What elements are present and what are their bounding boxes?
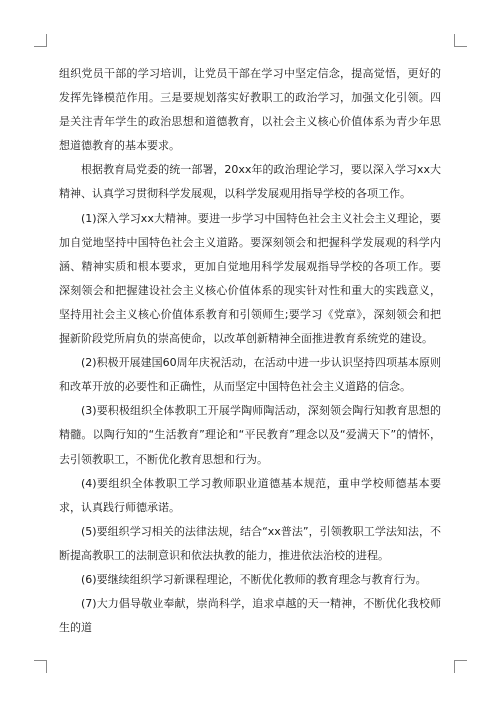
paragraph-study-plan: 根据教育局党委的统一部署，20xx年的政治理论学习，要以深入学习xx大精神、认真学习贯彻科学发展观，以科学发展观用指导学校的各项工作。 xyxy=(59,163,441,201)
paragraph-item-6: (6)要继续组织学习新课程理论，不断优化教师的教育理念与教育行为。 xyxy=(81,572,427,586)
paragraph-item-4: (4)要组织全体教职工学习教师职业道德基本规范，重申学校师德基本要求，认真践行师德承诺。 xyxy=(59,476,441,514)
paragraph-item-2: (2)积极开展建国60周年庆祝活动，在活动中进一步认识坚持四项基本原则和改革开放的必要性和正确性，从而坚定中国特色社会主义道路的信念。 xyxy=(59,356,441,394)
paragraph-item-3: (3)要积极组织全体教职工开展学陶师陶活动，深刻领会陶行知教育思想的精髓。以陶行知的“生活教育”理论和“平民教育”理念以及“爱满天下”的情怀，去引领教职工，不断优化教育思想和行为。 xyxy=(59,404,441,466)
crop-mark-bottom-left xyxy=(34,660,47,673)
paragraph-continuation: 组织党员干部的学习培训，让党员干部在学习中坚定信念，提高觉悟，更好的发挥先锋模范作用。三是要规划落实好教职工的政治学习，加强文化引领。四是关注青年学生的政治思想和道德教育，以社会主义核心价值体系为青少年思想道德教育的基本要求。 xyxy=(59,67,441,153)
crop-mark-bottom-right xyxy=(454,660,467,673)
paragraph-item-7: (7)大力倡导敬业奉献，崇尚科学，追求卓越的天一精神，不断优化我校师生的道 xyxy=(59,597,441,635)
crop-mark-top-right xyxy=(454,34,467,47)
paragraph-item-5: (5)要组织学习相关的法律法规，结合“xx普法”，引领教职工学法知法，不断提高教职工的法制意识和依法执教的能力，推进依法治校的进程。 xyxy=(59,524,441,562)
crop-mark-top-left xyxy=(34,34,47,47)
paragraph-item-1: (1)深入学习xx大精神。要进一步学习中国特色社会主义社会主义理论，要加自觉地坚持中国特色社会主义道路。要深刻领会和把握科学发展观的科学内涵、精神实质和根本要求，更加自觉地用科学发展观指导学校的各项工作。要深刻领会和把握建设社会主义核心价值体系的现实针对性和重大的实践意义，坚持用社会主义核心价值体系教育和引领师生;要学习《党章》，深刻领会和把握新阶段党所肩负的崇高使命，以改革创新精神全面推进教育系统党的建设。 xyxy=(59,211,441,346)
document-body xyxy=(59,62,441,640)
